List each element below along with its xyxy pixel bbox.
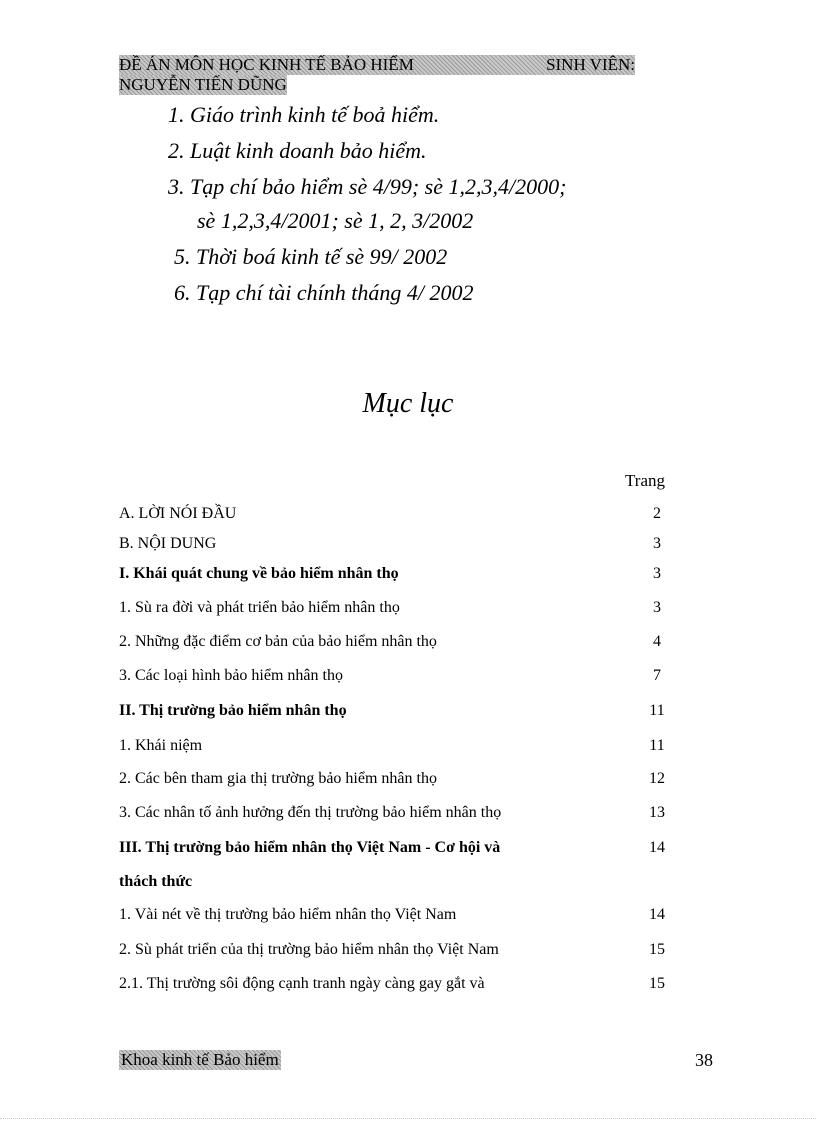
toc-entry-page: 14 bbox=[649, 839, 665, 856]
toc-entry-label: B. NỘI DUNG bbox=[119, 535, 217, 552]
toc-entry-page: 3 bbox=[653, 535, 661, 552]
toc-entry-label: 3. Các nhân tố ảnh hưởng đến thị trường bảo hiểm nhân thọ bbox=[119, 804, 502, 821]
toc-entry-page: 3 bbox=[653, 599, 661, 616]
toc-entry-page: 15 bbox=[649, 975, 665, 992]
header-student-name: NGUYỄN TIẾN DŨNG bbox=[119, 75, 287, 94]
reference-item: 6. Tạp chí tài chính tháng 4/ 2002 bbox=[174, 280, 474, 305]
toc-entry-page: 14 bbox=[649, 906, 665, 923]
header-line-1 bbox=[119, 55, 635, 75]
reference-item: sè 1,2,3,4/2001; sè 1, 2, 3/2002 bbox=[197, 208, 474, 233]
toc-entry-page: 7 bbox=[653, 667, 661, 684]
toc-entry-label: thách thức bbox=[119, 873, 193, 890]
header-student-label: SINH VIÊN: bbox=[546, 55, 635, 74]
toc-entry-label: 1. Sù ra đời và phát triển bảo hiểm nhân thọ bbox=[119, 599, 400, 616]
toc-entry-label: I. Khái quát chung về bảo hiểm nhân thọ bbox=[119, 565, 399, 582]
toc-entry-label: 3. Các loại hình bảo hiểm nhân thọ bbox=[119, 667, 343, 684]
toc-entry-page: 3 bbox=[653, 565, 661, 582]
page-bottom-divider bbox=[0, 1118, 816, 1119]
reference-item: 1. Giáo trình kinh tế boả hiểm. bbox=[168, 102, 440, 127]
toc-title: Mục lục bbox=[362, 388, 454, 419]
toc-entry-page: 15 bbox=[649, 941, 665, 958]
toc-entry-label: III. Thị trường bảo hiểm nhân thọ Việt Nam - Cơ hội và bbox=[119, 839, 501, 856]
toc-entry-page: 2 bbox=[653, 505, 661, 522]
toc-entry-page: 4 bbox=[653, 633, 661, 650]
toc-entry-label: 2. Những đặc điểm cơ bản của bảo hiểm nhân thọ bbox=[119, 633, 437, 650]
toc-entry-label: II. Thị trường bảo hiểm nhân thọ bbox=[119, 702, 347, 719]
toc-entry-label: 2. Sù phát triển của thị trường bảo hiểm nhân thọ Việt Nam bbox=[119, 941, 499, 958]
reference-item: 5. Thời boá kinh tế sè 99/ 2002 bbox=[174, 244, 448, 269]
toc-entry-label: 1. Khái niệm bbox=[119, 737, 203, 754]
toc-page-column-label: Trang bbox=[625, 471, 665, 490]
header-course-title: ĐỀ ÁN MÔN HỌC KINH TẾ BẢO HIỂM bbox=[119, 55, 414, 74]
reference-item: 2. Luật kinh doanh bảo hiểm. bbox=[168, 138, 427, 163]
toc-entry-page: 13 bbox=[649, 804, 665, 821]
footer-department: Khoa kinh tế Bảo hiểm bbox=[121, 1050, 279, 1069]
toc-entry-label: 1. Vài nét về thị trường bảo hiểm nhân thọ Việt Nam bbox=[119, 906, 457, 923]
reference-item: 3. Tạp chí bảo hiểm sè 4/99; sè 1,2,3,4/2000; bbox=[168, 174, 567, 199]
toc-entry-page: 11 bbox=[649, 702, 665, 719]
page-header bbox=[119, 55, 639, 95]
toc-entry-page: 11 bbox=[649, 737, 665, 754]
toc-entry-label: 2. Các bên tham gia thị trường bảo hiểm nhân thọ bbox=[119, 770, 437, 787]
toc-entry-page: 12 bbox=[649, 770, 665, 787]
toc-entry-label: 2.1. Thị trường sôi động cạnh tranh ngày càng gay gắt và bbox=[119, 975, 485, 992]
footer-page-number: 38 bbox=[695, 1050, 713, 1070]
toc-entry-label: A. LỜI NÓI ĐẦU bbox=[119, 505, 237, 522]
